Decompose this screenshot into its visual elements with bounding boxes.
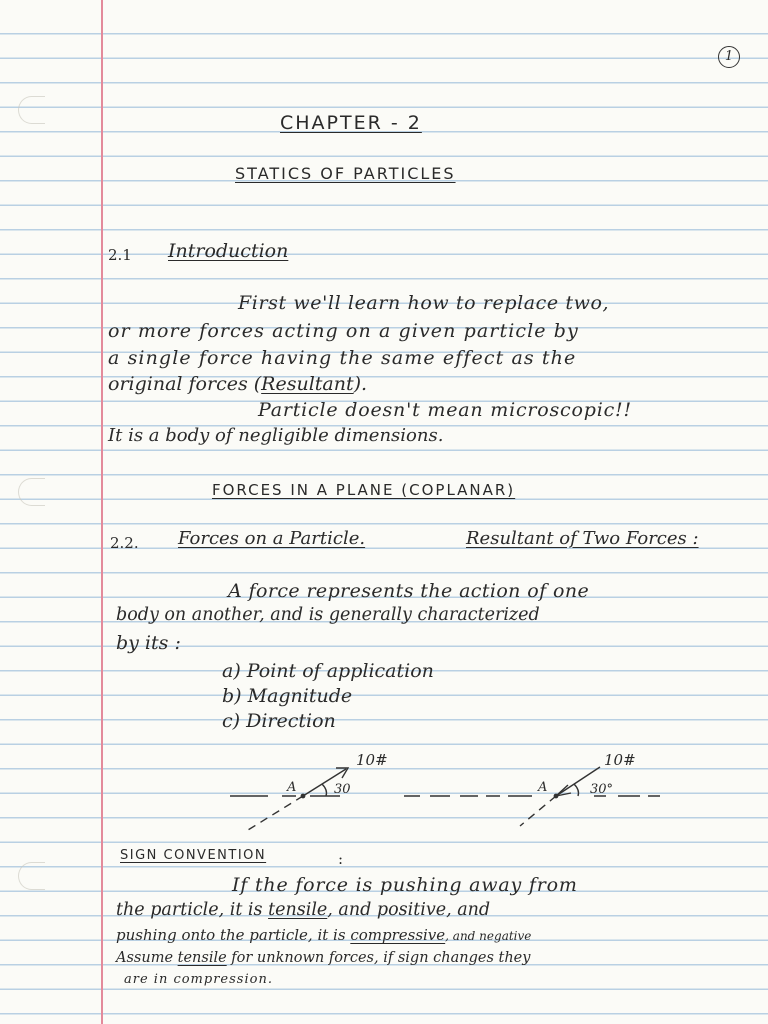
angle-label: 30 [334,782,351,797]
line-of-action [248,796,303,830]
body-line: If the force is pushing away from [232,874,578,896]
angle-arc [322,784,327,796]
body-line: are in compression. [124,972,273,987]
particle-point [301,794,306,799]
intro-line: or more forces acting on a given particle by [108,320,579,342]
intro-line: a single force having the same effect as the [108,347,577,369]
force-magnitude-label: 10# [604,751,636,769]
section-heading: Introduction [168,240,289,262]
tensile-term: tensile [268,900,328,920]
list-item: b) Magnitude [222,685,353,707]
angle-arc [574,784,579,796]
resultant-term: Resultant [261,373,354,395]
intro-line: original forces (Resultant). [108,373,368,395]
intro-line: First we'll learn how to replace two, [238,292,610,314]
section-number: 2.1 [108,246,132,264]
particle-point [554,794,559,799]
body-line: A force represents the action of one [228,580,590,602]
list-item: a) Point of application [222,660,434,682]
chapter-title: CHAPTER - 2 [280,112,422,134]
body-line: the particle, it is tensile, and positive, and [116,900,491,920]
body-line: by its : [116,632,181,654]
force-magnitude-label: 10# [356,751,388,769]
intro-line: It is a body of negligible dimensions. [108,425,444,446]
subject-title: STATICS OF PARTICLES [235,164,456,183]
section-heading: Resultant of Two Forces : [466,528,699,549]
tensile-term: tensile [177,950,227,966]
line-of-action [520,796,556,826]
point-label: A [538,780,548,795]
body-line: body on another, and is generally characterized [116,605,540,625]
page-number: 1 [718,46,740,68]
coplanar-heading: FORCES IN A PLANE (COPLANAR) [212,481,516,499]
section-number: 2.2. [110,534,139,552]
sign-convention-heading: SIGN CONVENTION [120,848,267,863]
angle-label: 30° [590,782,614,797]
section-heading: Forces on a Particle. [178,528,366,549]
colon: : [338,850,344,868]
body-line: pushing onto the particle, it is compressive, and negative [116,926,532,944]
body-line: Assume tensile for unknown forces, if sign changes they [116,950,531,966]
list-item: c) Direction [222,710,336,732]
intro-line: Particle doesn't mean microscopic!! [258,399,632,421]
compressive-term: compressive [350,926,446,944]
point-label: A [287,780,297,795]
